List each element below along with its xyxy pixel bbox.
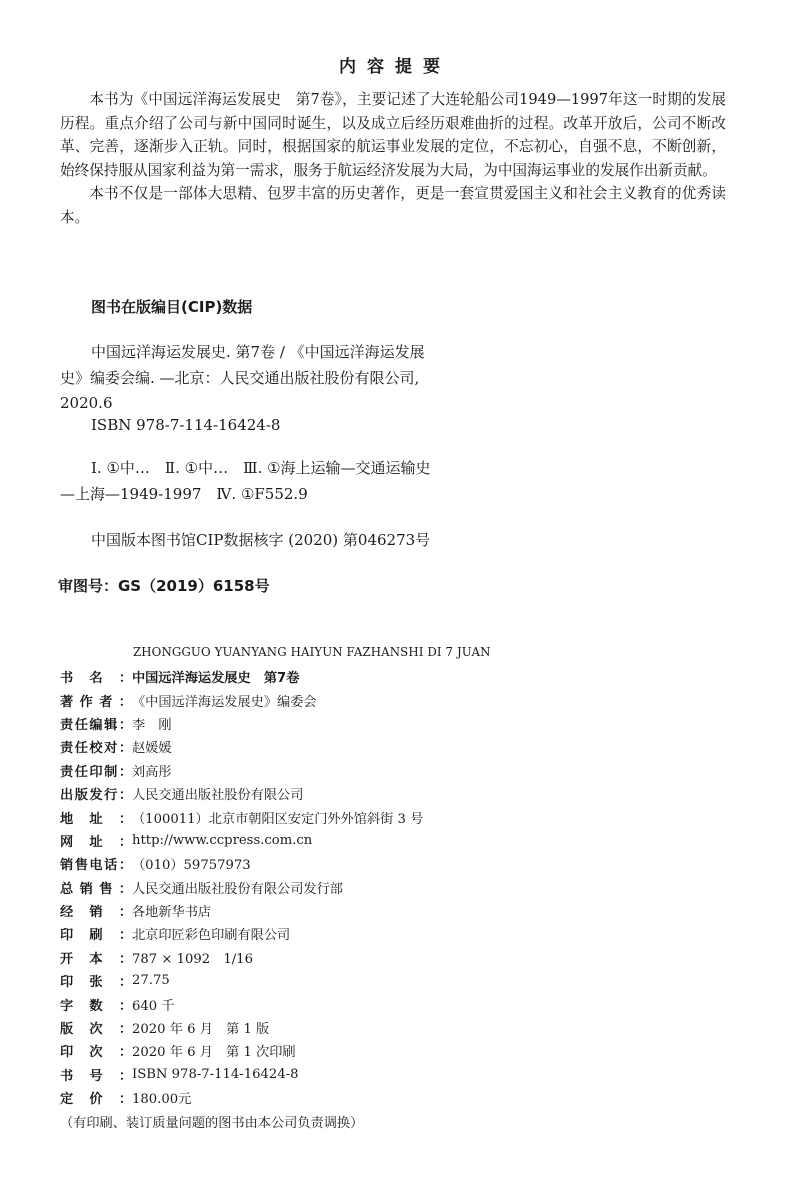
cip-entry-line: 史》编委会编. —北京：人民交通出版社股份有限公司,	[60, 369, 420, 387]
map-check-number: 审图号：GS（2019）6158号	[58, 577, 270, 595]
cip-subject-line: Ⅰ. ①中… Ⅱ. ①中… Ⅲ. ①海上运输—交通运输史	[91, 459, 431, 477]
cip-entry-line: 中国远洋海运发展史. 第7卷 / 《中国远洋海运发展	[91, 343, 425, 361]
summary-title: 内容提要	[339, 57, 451, 77]
imprint-value: 27.75	[132, 973, 170, 989]
imprint-value: （010）59757973	[132, 858, 251, 874]
cip-entry-line: 2020.6	[60, 394, 113, 412]
imprint-label: 书 号 ：	[60, 1068, 132, 1084]
imprint-row	[60, 665, 423, 688]
imprint-label: 书 名 ：	[60, 671, 132, 687]
imprint-label: 印 张 ：	[60, 975, 132, 991]
imprint-label: 开 本 ：	[60, 951, 132, 967]
imprint-row	[60, 876, 423, 899]
imprint-value: http://www.ccpress.com.cn	[132, 832, 313, 848]
imprint-row	[60, 759, 423, 782]
imprint-row	[60, 922, 423, 945]
imprint-label: 网 址 ：	[60, 834, 132, 850]
cip-isbn: ISBN 978-7-114-16424-8	[91, 416, 281, 434]
imprint-row	[60, 946, 423, 969]
imprint-row	[60, 992, 423, 1015]
imprint-label: 责 任 印 制 ：	[60, 764, 132, 780]
summary-paragraph: 本书为《中国远洋海运发展史 第7卷》，主要记述了大连轮船公司1949—1997年这一时期的发展历程。重点介绍了公司与新中国同时诞生，以及成立后经历艰难曲折的过程。改革开放后，公司不断改革、完善，逐渐步入正轨。同时，根据国家的航运事业发展的定位，不忘初心，自强不息，不断创新，始终保持服从国家利益为第一需求，服务于航运经济发展为大局，为中国海运事业的发展作出新贡献。	[60, 91, 726, 179]
imprint-label: 出 版 发 行 ：	[60, 788, 132, 804]
imprint-row	[60, 1039, 423, 1062]
pinyin-title: ZHONGGUO YUANYANG HAIYUN FAZHANSHI DI 7 JUAN	[133, 645, 491, 659]
imprint-table	[60, 665, 423, 1109]
imprint-value: 刘高彤	[132, 764, 172, 780]
imprint-row	[60, 805, 423, 828]
imprint-value: ISBN 978-7-114-16424-8	[132, 1066, 299, 1082]
imprint-row	[60, 1086, 423, 1109]
summary-paragraph: 本书不仅是一部体大思精、包罗丰富的历史著作，更是一套宣贯爱国主义和社会主义教育的优秀读本。	[60, 185, 726, 226]
imprint-value: 人民交通出版社股份有限公司	[132, 788, 304, 804]
cip-record-number: 中国版本图书馆CIP数据核字 (2020) 第046273号	[91, 531, 431, 549]
imprint-value: 北京印匠彩色印刷有限公司	[132, 928, 291, 944]
imprint-label: 著 作 者 ：	[60, 694, 132, 710]
imprint-value: 787 × 1092 1/16	[132, 951, 253, 967]
imprint-value: （100011）北京市朝阳区安定门外外馆斜街 3 号	[132, 811, 424, 827]
imprint-label: 字 数 ：	[60, 998, 132, 1014]
imprint-label: 责 任 编 辑 ：	[60, 717, 132, 733]
imprint-row	[60, 899, 423, 922]
imprint-value: 2020 年 6 月 第 1 版	[132, 1022, 270, 1038]
imprint-row	[60, 782, 423, 805]
quality-note: （有印刷、装订质量问题的图书由本公司负责调换）	[60, 1116, 364, 1131]
imprint-label: 总 销 售 ：	[60, 881, 132, 897]
imprint-row	[60, 969, 423, 992]
imprint-row	[60, 712, 423, 735]
imprint-row	[60, 829, 423, 852]
imprint-row	[60, 688, 423, 711]
imprint-label: 经 销 ：	[60, 905, 132, 921]
imprint-label: 印 次 ：	[60, 1045, 132, 1061]
imprint-label: 销 售 电 话 ：	[60, 858, 132, 874]
imprint-label: 印 刷 ：	[60, 928, 132, 944]
imprint-value: 180.00元	[132, 1092, 192, 1108]
imprint-value: 各地新华书店	[132, 905, 212, 921]
imprint-label: 责 任 校 对 ：	[60, 741, 132, 757]
imprint-row	[60, 735, 423, 758]
imprint-value: 赵媛媛	[132, 741, 172, 757]
cip-subject-line: —上海—1949-1997 Ⅳ. ①F552.9	[60, 485, 308, 503]
imprint-value: 2020 年 6 月 第 1 次印刷	[132, 1045, 296, 1061]
summary-body	[60, 88, 726, 230]
cip-heading: 图书在版编目(CIP)数据	[91, 298, 253, 316]
imprint-label: 定 价 ：	[60, 1092, 132, 1108]
imprint-value: 《中国远洋海运发展史》编委会	[132, 694, 317, 710]
imprint-value: 中国远洋海运发展史 第7卷	[132, 671, 300, 687]
imprint-label: 版 次 ：	[60, 1022, 132, 1038]
imprint-value: 人民交通出版社股份有限公司发行部	[132, 881, 343, 897]
imprint-label: 地 址 ：	[60, 811, 132, 827]
imprint-value: 640 千	[132, 998, 175, 1014]
imprint-row	[60, 852, 423, 875]
imprint-value: 李 刚	[132, 717, 172, 733]
imprint-row	[60, 1016, 423, 1039]
imprint-row	[60, 1063, 423, 1086]
